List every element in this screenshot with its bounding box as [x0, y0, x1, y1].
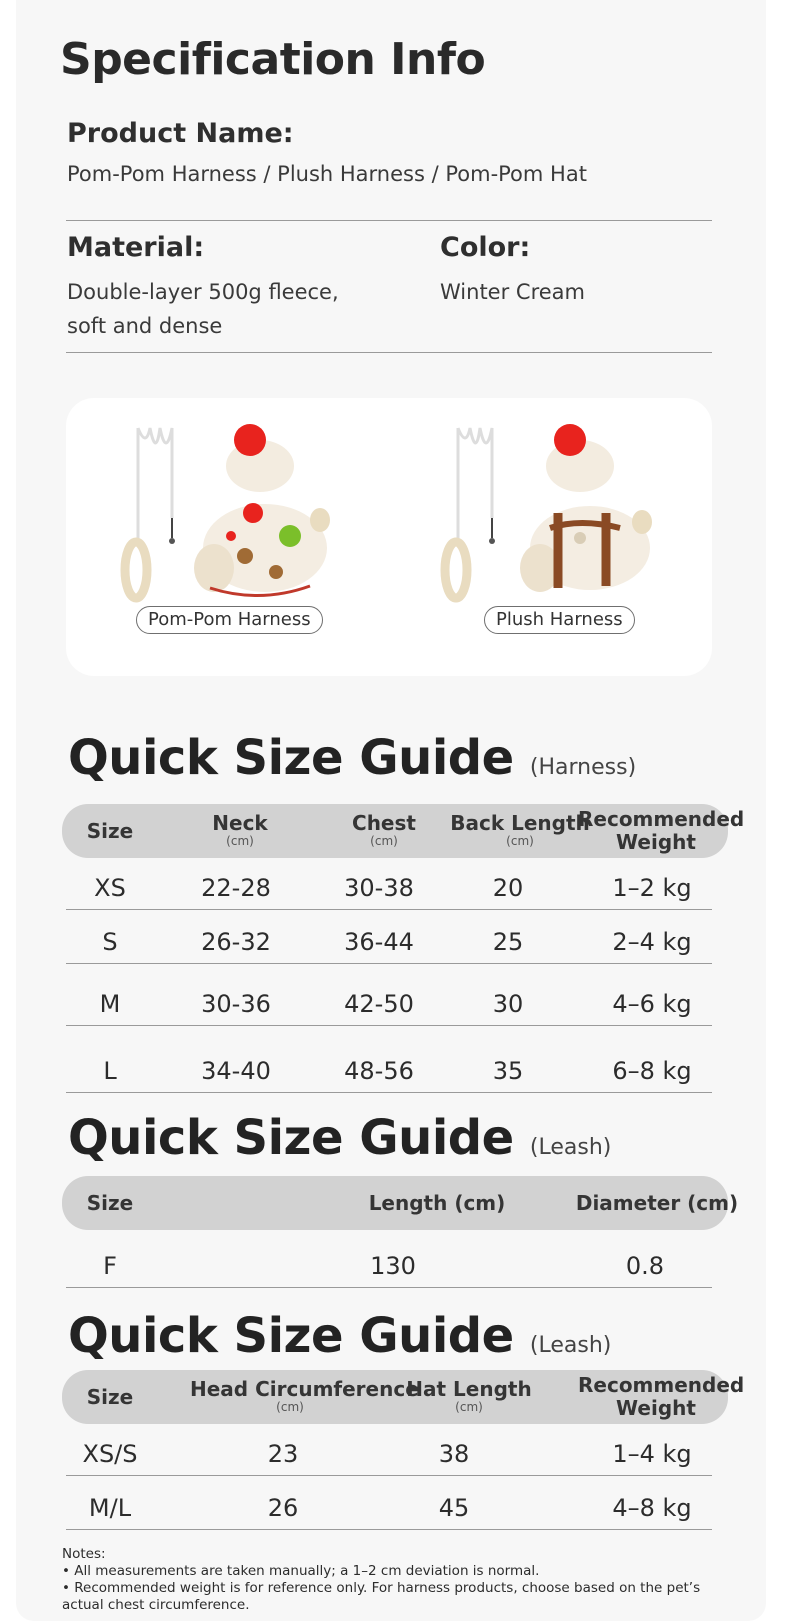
table-cell: 26-32 — [201, 928, 271, 956]
row-divider — [66, 1475, 712, 1476]
th-chest: Chest (cm) — [352, 811, 416, 848]
table-cell: 1–4 kg — [612, 1440, 692, 1468]
table-cell: 23 — [267, 1440, 299, 1468]
table-cell: 30 — [492, 990, 524, 1018]
harness-guide-title-text: Quick Size Guide — [68, 730, 514, 786]
note-item: • Recommended weight is for reference only. For harness products, choose based on the pet’s actual chest circumference. — [62, 1580, 701, 1613]
table-cell: 6–8 kg — [612, 1057, 692, 1085]
material-label: Material: — [67, 232, 205, 263]
th-recommended-weight: Recommended Weight — [578, 1373, 745, 1420]
table-cell: F — [103, 1252, 117, 1280]
table-cell: 20 — [492, 874, 524, 902]
row-divider — [66, 1092, 712, 1093]
color-label: Color: — [440, 232, 531, 263]
hat-table-header — [62, 1370, 745, 1424]
th-neck: Neck (cm) — [212, 811, 268, 848]
material-value-line2: soft and dense — [67, 314, 223, 338]
table-cell: M/L — [88, 1494, 132, 1522]
leash-guide-subtitle: (Leash) — [529, 1135, 612, 1160]
product-gallery — [66, 398, 712, 676]
table-cell: 1–2 kg — [612, 874, 692, 902]
th-length: Length (cm) — [368, 1191, 506, 1215]
page-title: Specification Info — [60, 34, 486, 85]
th-size: Size — [86, 819, 134, 843]
row-divider — [66, 963, 712, 964]
table-cell: 30-38 — [344, 874, 414, 902]
row-divider — [66, 1529, 712, 1530]
plush-harness-image — [430, 418, 670, 608]
material-value-line1: Double-layer 500g fleece, — [67, 280, 339, 304]
table-cell: 26 — [267, 1494, 299, 1522]
harness-guide-title — [68, 730, 636, 786]
product-name-value: Pom-Pom Harness / Plush Harness / Pom-Pom Hat — [67, 162, 587, 186]
hat-guide-title-text: Quick Size Guide — [68, 1308, 514, 1364]
table-cell: L — [103, 1057, 117, 1085]
table-cell: 0.8 — [625, 1252, 665, 1280]
table-cell: 48-56 — [344, 1057, 414, 1085]
table-cell: 38 — [438, 1440, 470, 1468]
pom-pom-harness-tag: Pom-Pom Harness — [136, 606, 323, 634]
plush-harness-tag: Plush Harness — [484, 606, 635, 634]
notes — [62, 1546, 742, 1614]
th-size: Size — [86, 1385, 134, 1409]
table-cell: 30-36 — [201, 990, 271, 1018]
row-divider — [66, 1287, 712, 1288]
table-cell: 34-40 — [201, 1057, 271, 1085]
th-head-circumference: Head Circumference (cm) — [190, 1377, 419, 1414]
table-cell: 36-44 — [344, 928, 414, 956]
divider — [66, 220, 712, 221]
table-cell: 4–8 kg — [612, 1494, 692, 1522]
table-cell: 4–6 kg — [612, 990, 692, 1018]
leash-table-header — [62, 1176, 739, 1230]
notes-heading: Notes: — [62, 1546, 106, 1562]
pom-pom-harness-image — [110, 418, 350, 608]
hat-guide-subtitle: (Leash) — [529, 1333, 612, 1358]
table-cell: 130 — [370, 1252, 416, 1280]
table-cell: S — [102, 928, 118, 956]
row-divider — [66, 909, 712, 910]
product-name-label: Product Name: — [67, 118, 294, 149]
harness-table-header — [62, 804, 745, 858]
row-divider — [66, 1025, 712, 1026]
th-diameter: Diameter (cm) — [575, 1191, 739, 1215]
th-size: Size — [86, 1191, 134, 1215]
leash-guide-title — [68, 1110, 611, 1166]
table-cell: M — [99, 990, 121, 1018]
harness-guide-subtitle: (Harness) — [529, 755, 637, 780]
table-cell: XS — [94, 874, 126, 902]
table-cell: 25 — [492, 928, 524, 956]
leash-guide-title-text: Quick Size Guide — [68, 1110, 514, 1166]
table-cell: 22-28 — [201, 874, 271, 902]
th-hat-length: Hat Length (cm) — [406, 1377, 532, 1414]
divider — [66, 352, 712, 353]
table-cell: XS/S — [82, 1440, 138, 1468]
table-cell: 2–4 kg — [612, 928, 692, 956]
table-cell: 45 — [438, 1494, 470, 1522]
hat-guide-title — [68, 1308, 611, 1364]
note-item: • All measurements are taken manually; a 1–2 cm deviation is normal. — [62, 1563, 540, 1579]
color-value: Winter Cream — [440, 280, 585, 304]
table-cell: 35 — [492, 1057, 524, 1085]
th-back-length: Back Length (cm) — [450, 811, 590, 848]
th-recommended-weight: Recommended Weight — [578, 807, 745, 854]
table-cell: 42-50 — [344, 990, 414, 1018]
